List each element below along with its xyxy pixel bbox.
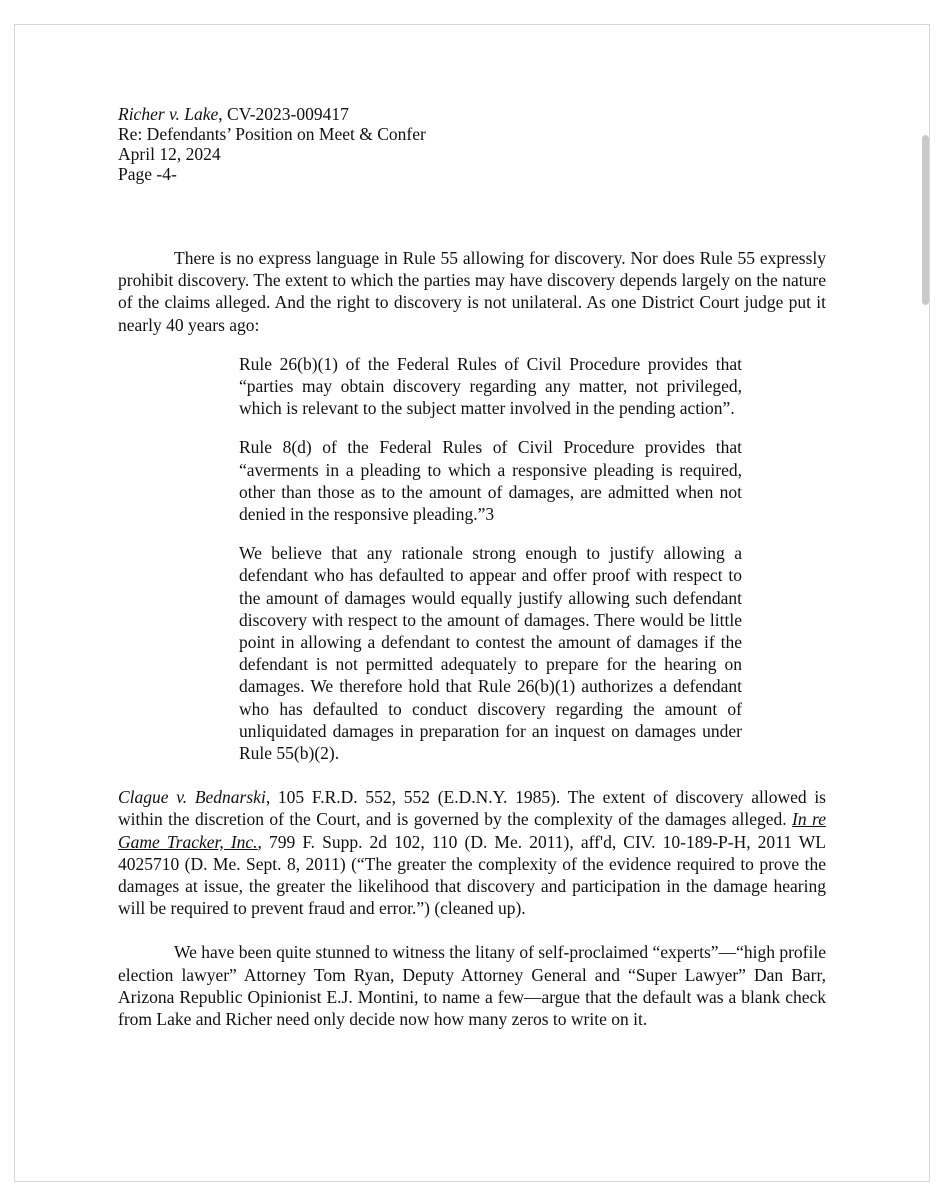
case-caption bbox=[118, 104, 426, 124]
scrollbar-thumb[interactable] bbox=[922, 135, 929, 305]
letter-body bbox=[118, 247, 826, 1030]
letter-header bbox=[118, 104, 426, 184]
paragraph-experts: We have been quite stunned to witness the litany of self-proclaimed “experts”—“high profile election lawyer” Attorney Tom Ryan, Deputy Attorney General and “Super Lawyer” Dan Barr, Arizona Republic Opinionist E.J. Montini, to name a few—argue that the default was a blank check from Lake and Richer need only decide now how many zeros to write on it. bbox=[118, 942, 826, 1030]
block-quote-rule-8: Rule 8(d) of the Federal Rules of Civil Procedure provides that “averments in a pleading to which a responsive pleading is required, other than those as to the amount of damages, are admitted when not denied in the responsive pleading.”3 bbox=[239, 437, 742, 525]
case-number: , CV-2023-009417 bbox=[218, 104, 349, 124]
letter-date: April 12, 2024 bbox=[118, 144, 221, 164]
paragraph-intro: There is no express language in Rule 55 allowing for discovery. Nor does Rule 55 expressly prohibit discovery. The extent to which the parties may have discovery depends largely on the nature of the claims alleged. And the right to discovery is not unilateral. As one District Court judge put it nearly 40 years ago: bbox=[118, 248, 826, 335]
document-page bbox=[14, 24, 930, 1182]
citation-clague: Clague v. Bednarski bbox=[118, 787, 266, 808]
block-quote-holding: We believe that any rationale strong enough to justify allowing a defendant who has defaulted to appear and offer proof with respect to the amount of damages would equally justify allowing such defendant discovery with respect to the amount of damages. There would be little point in allowing a defendant to contest the amount of damages if the defendant is not permitted adequately to prepare for the hearing on damages. We therefore hold that Rule 26(b)(1) authorizes a defendant who has defaulted to conduct discovery regarding the amount of unliquidated damages in preparation for an inquest on damages under Rule 55(b)(2). bbox=[239, 543, 742, 764]
case-name: Richer v. Lake bbox=[118, 104, 219, 124]
page-number: Page -4- bbox=[118, 164, 177, 184]
paragraph-citations bbox=[118, 786, 826, 919]
citation-clague-detail: , 105 F.R.D. 552, 552 (E.D.N.Y. 1985). The extent of discovery allowed is within the discretion of the Court, and is governed by the complexity of the damages alleged. bbox=[118, 787, 826, 830]
block-quote-rule-26: Rule 26(b)(1) of the Federal Rules of Civil Procedure provides that “parties may obtain discovery regarding any matter, not privileged, which is relevant to the subject matter involved in the pending action”. bbox=[239, 353, 742, 419]
citation-game-tracker: In re Game Tracker, Inc. bbox=[118, 809, 826, 852]
citation-game-tracker-detail: , 799 F. Supp. 2d 102, 110 (D. Me. 2011), aff'd, CIV. 10-189-P-H, 2011 WL 4025710 (D. Me. Sept. 8, 2011) (“The greater the complexity of the evidence required to prove the damages at issue, the greater the likelihood that discovery and participation in the damage hearing will be required to prevent fraud and error.”) (cleaned up). bbox=[118, 831, 826, 919]
re-line: Re: Defendants’ Position on Meet & Confer bbox=[118, 124, 426, 144]
